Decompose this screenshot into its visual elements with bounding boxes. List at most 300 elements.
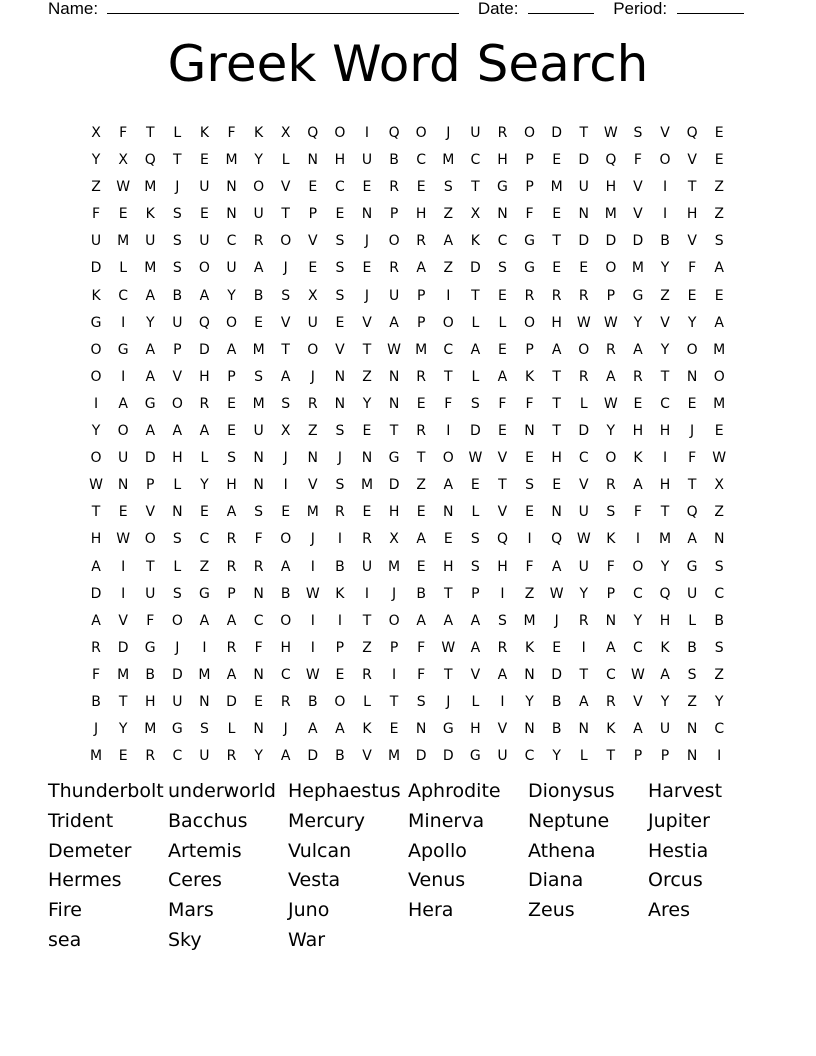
- grid-letter: K: [91, 287, 101, 304]
- grid-letter: B: [91, 693, 101, 710]
- grid-letter: T: [173, 152, 182, 169]
- period-blank: [677, 0, 744, 14]
- grid-row: [90, 449, 746, 476]
- grid-letter: K: [362, 721, 372, 738]
- grid-letter: Z: [687, 693, 697, 710]
- grid-row: [91, 124, 746, 151]
- grid-letter: A: [226, 666, 237, 683]
- grid-letter: L: [200, 450, 209, 467]
- grid-letter: A: [118, 395, 128, 412]
- grid-letter: A: [578, 693, 589, 710]
- grid-letter: N: [226, 206, 237, 223]
- grid-letter: T: [443, 666, 453, 683]
- grid-letter: E: [498, 423, 507, 440]
- grid-letter: R: [633, 368, 643, 385]
- grid-letter: N: [551, 504, 562, 521]
- grid-letter: C: [660, 395, 670, 412]
- word-item: Juno: [288, 899, 330, 922]
- grid-letter: O: [171, 395, 183, 412]
- grid-letter: J: [364, 287, 370, 304]
- word-item: Hestia: [648, 839, 709, 862]
- grid-letter: I: [121, 314, 126, 331]
- grid-letter: T: [471, 179, 480, 196]
- grid-letter: P: [227, 585, 236, 602]
- grid-letter: Y: [660, 693, 670, 710]
- grid-letter: H: [605, 179, 617, 196]
- grid-letter: O: [388, 233, 400, 250]
- grid-letter: J: [310, 531, 315, 548]
- grid-letter: X: [714, 477, 724, 494]
- grid-letter: E: [362, 423, 372, 440]
- grid-letter: G: [632, 287, 644, 304]
- date-field: [478, 0, 594, 19]
- grid-letter: O: [578, 341, 590, 358]
- grid-letter: J: [283, 450, 288, 467]
- grid-letter: I: [446, 423, 451, 440]
- grid-letter: D: [469, 260, 481, 277]
- grid-letter: I: [446, 287, 451, 304]
- grid-letter: E: [118, 206, 128, 223]
- grid-letter: C: [172, 748, 183, 765]
- grid-letter: M: [144, 260, 157, 277]
- grid-letter: R: [362, 531, 372, 548]
- grid-letter: A: [443, 233, 454, 250]
- grid-letter: J: [446, 125, 451, 141]
- grid-letter: M: [117, 233, 130, 250]
- grid-letter: Y: [660, 341, 670, 358]
- grid-letter: I: [581, 639, 586, 656]
- grid-letter: R: [145, 748, 156, 765]
- grid-letter: H: [470, 721, 481, 738]
- grid-letter: V: [308, 477, 318, 494]
- grid-letter: D: [415, 748, 427, 765]
- name-field: [48, 0, 459, 19]
- grid-letter: T: [281, 341, 290, 358]
- grid-letter: H: [199, 368, 210, 385]
- grid-letter: U: [172, 693, 183, 710]
- grid-letter: N: [524, 666, 535, 683]
- grid-letter: U: [578, 504, 589, 521]
- grid-letter: A: [714, 260, 724, 277]
- grid-letter: L: [471, 693, 480, 710]
- word-item: Vesta: [288, 869, 341, 892]
- grid-letter: Z: [714, 179, 724, 196]
- grid-letter: E: [335, 314, 345, 331]
- grid-letter: G: [442, 721, 454, 738]
- grid-letter: S: [335, 423, 345, 440]
- grid-letter: U: [686, 585, 698, 602]
- grid-letter: V: [687, 152, 697, 169]
- grid-letter: R: [226, 639, 237, 656]
- grid-row: [91, 503, 746, 530]
- letter-grid: [89, 124, 746, 774]
- grid-letter: O: [686, 341, 698, 358]
- grid-letter: Y: [254, 152, 263, 169]
- grid-letter: B: [172, 287, 183, 304]
- grid-letter: B: [389, 152, 399, 169]
- grid-letter: S: [254, 368, 264, 385]
- grid-letter: M: [631, 260, 644, 277]
- grid-letter: I: [310, 558, 315, 575]
- grid-letter: U: [497, 748, 508, 765]
- grid-letter: R: [253, 558, 264, 575]
- grid-letter: Y: [91, 423, 101, 440]
- grid-letter: X: [118, 152, 128, 169]
- grid-letter: R: [253, 233, 264, 250]
- grid-letter: N: [199, 693, 210, 710]
- grid-letter: N: [605, 612, 617, 629]
- grid-letter: M: [415, 341, 428, 358]
- grid-letter: A: [226, 341, 237, 358]
- grid-letter: M: [360, 477, 374, 494]
- word-item: Dionysus: [528, 780, 615, 802]
- word-row: [48, 868, 768, 898]
- grid-letter: N: [226, 179, 237, 196]
- grid-letter: F: [444, 395, 453, 412]
- grid-letter: O: [605, 260, 617, 277]
- grid-letter: I: [364, 125, 370, 141]
- grid-letter: U: [659, 721, 671, 738]
- grid-letter: H: [90, 531, 102, 548]
- grid-letter: E: [552, 639, 562, 656]
- grid-letter: R: [605, 341, 616, 358]
- grid-letter: V: [633, 206, 643, 223]
- word-row: [48, 839, 768, 869]
- grid-letter: T: [471, 287, 480, 304]
- grid-letter: A: [199, 612, 210, 629]
- grid-letter: M: [550, 179, 563, 196]
- grid-letter: M: [713, 341, 726, 358]
- grid-letter: D: [469, 423, 481, 440]
- grid-letter: D: [578, 423, 590, 440]
- grid-letter: B: [335, 558, 345, 575]
- grid-letter: R: [578, 287, 589, 304]
- grid-letter: H: [551, 450, 562, 467]
- grid-letter: J: [283, 721, 288, 738]
- grid-letter: F: [688, 260, 697, 277]
- grid-letter: U: [388, 287, 400, 304]
- grid-letter: Y: [633, 612, 643, 629]
- grid-letter: H: [632, 423, 644, 440]
- grid-letter: R: [226, 748, 237, 765]
- grid-letter: G: [90, 314, 102, 331]
- grid-letter: R: [335, 504, 345, 521]
- grid-letter: N: [415, 721, 427, 738]
- grid-letter: Y: [525, 693, 534, 710]
- grid-letter: N: [497, 206, 508, 223]
- grid-letter: N: [334, 395, 346, 412]
- grid-letter: K: [335, 585, 345, 602]
- word-item: Orcus: [648, 869, 703, 892]
- grid-row: [91, 287, 746, 314]
- grid-letter: A: [714, 314, 724, 331]
- grid-letter: S: [714, 639, 724, 656]
- grid-letter: G: [524, 260, 535, 277]
- grid-letter: I: [202, 639, 207, 656]
- grid-letter: Z: [199, 558, 210, 575]
- grid-letter: Y: [606, 423, 616, 440]
- grid-letter: E: [552, 477, 562, 494]
- grid-row: [91, 693, 746, 720]
- student-info-header: [48, 0, 744, 19]
- grid-letter: H: [686, 206, 698, 223]
- grid-row: [93, 720, 746, 747]
- grid-letter: V: [145, 504, 156, 521]
- grid-letter: F: [633, 504, 642, 521]
- grid-letter: T: [660, 504, 670, 521]
- grid-letter: I: [662, 179, 668, 196]
- grid-letter: M: [144, 179, 157, 196]
- grid-letter: Y: [552, 748, 561, 765]
- grid-letter: E: [498, 287, 507, 304]
- grid-letter: A: [633, 477, 643, 494]
- grid-letter: Y: [660, 260, 670, 277]
- grid-letter: X: [389, 531, 399, 548]
- grid-letter: F: [525, 558, 534, 575]
- grid-letter: R: [226, 558, 237, 575]
- grid-letter: O: [605, 450, 617, 467]
- grid-letter: Y: [660, 558, 670, 575]
- grid-letter: K: [633, 450, 643, 467]
- grid-letter: W: [603, 314, 618, 331]
- grid-letter: W: [116, 179, 131, 196]
- grid-letter: E: [470, 477, 480, 494]
- word-item: Mercury: [288, 809, 366, 832]
- grid-letter: C: [226, 233, 237, 250]
- grid-letter: E: [335, 666, 345, 683]
- grid-letter: O: [117, 423, 129, 440]
- grid-letter: W: [576, 531, 591, 548]
- grid-letter: J: [690, 423, 695, 440]
- grid-letter: E: [118, 748, 128, 765]
- grid-letter: M: [658, 531, 672, 548]
- grid-letter: B: [660, 233, 670, 250]
- grid-letter: E: [552, 260, 562, 277]
- grid-letter: C: [714, 585, 725, 602]
- grid-letter: A: [470, 341, 481, 358]
- grid-letter: H: [551, 314, 562, 331]
- grid-letter: A: [280, 748, 291, 765]
- grid-letter: M: [713, 395, 726, 412]
- grid-letter: S: [335, 287, 345, 304]
- grid-letter: P: [606, 287, 616, 304]
- grid-letter: P: [606, 585, 616, 602]
- grid-letter: E: [199, 152, 209, 169]
- grid-letter: Q: [496, 531, 508, 548]
- grid-letter: S: [443, 179, 453, 196]
- grid-letter: I: [717, 748, 722, 765]
- grid-letter: F: [688, 450, 697, 467]
- grid-letter: I: [527, 531, 532, 548]
- grid-letter: N: [578, 206, 589, 223]
- grid-letter: Y: [254, 748, 263, 765]
- word-item: Apollo: [408, 839, 467, 862]
- grid-letter: U: [470, 125, 481, 141]
- grid-letter: A: [443, 612, 454, 629]
- grid-letter: S: [172, 206, 182, 223]
- grid-letter: T: [118, 693, 128, 710]
- word-row: [48, 809, 768, 839]
- grid-letter: R: [199, 395, 210, 412]
- grid-letter: T: [389, 423, 399, 440]
- grid-letter: N: [307, 450, 319, 467]
- grid-letter: H: [415, 206, 427, 223]
- grid-letter: A: [606, 639, 616, 656]
- grid-letter: U: [253, 423, 264, 440]
- grid-letter: Z: [91, 179, 101, 196]
- grid-letter: E: [254, 314, 264, 331]
- word-item: Jupiter: [648, 809, 710, 832]
- grid-letter: E: [416, 504, 426, 521]
- grid-letter: L: [281, 152, 290, 169]
- grid-letter: A: [172, 423, 183, 440]
- grid-letter: M: [117, 666, 130, 683]
- grid-letter: Y: [200, 477, 209, 494]
- grid-letter: G: [117, 341, 129, 358]
- grid-letter: A: [226, 504, 237, 521]
- grid-letter: S: [416, 693, 426, 710]
- grid-letter: Y: [633, 314, 643, 331]
- grid-letter: H: [334, 152, 346, 169]
- grid-letter: N: [253, 666, 264, 683]
- grid-letter: J: [310, 368, 315, 385]
- name-blank: [107, 0, 459, 14]
- grid-letter: H: [226, 477, 237, 494]
- word-item: Harvest: [648, 780, 723, 802]
- grid-letter: E: [199, 206, 209, 223]
- grid-letter: G: [171, 721, 183, 738]
- grid-letter: L: [119, 260, 128, 277]
- grid-row: [91, 612, 746, 639]
- grid-letter: T: [362, 612, 372, 629]
- grid-letter: Y: [145, 314, 155, 331]
- grid-letter: D: [551, 125, 563, 141]
- grid-letter: T: [498, 477, 507, 494]
- grid-letter: A: [389, 314, 399, 331]
- grid-letter: F: [146, 612, 155, 629]
- grid-letter: N: [443, 504, 454, 521]
- grid-letter: I: [337, 531, 342, 548]
- grid-letter: E: [227, 423, 236, 440]
- grid-letter: H: [659, 477, 671, 494]
- grid-letter: S: [227, 450, 236, 467]
- word-item: Aphrodite: [408, 780, 501, 802]
- word-item: underworld: [168, 780, 276, 802]
- grid-letter: S: [714, 558, 724, 575]
- grid-letter: Z: [714, 504, 724, 521]
- grid-letter: N: [524, 423, 535, 440]
- grid-letter: U: [118, 450, 129, 467]
- grid-letter: P: [416, 314, 426, 331]
- grid-letter: A: [416, 531, 426, 548]
- word-item: Minerva: [408, 809, 485, 832]
- grid-letter: X: [470, 206, 481, 223]
- grid-letter: D: [605, 233, 617, 250]
- grid-letter: E: [281, 504, 291, 521]
- grid-letter: B: [253, 287, 264, 304]
- grid-letter: O: [90, 450, 102, 467]
- grid-row: [91, 639, 746, 666]
- grid-letter: P: [525, 179, 534, 196]
- grid-letter: W: [387, 341, 401, 358]
- grid-letter: P: [660, 748, 670, 765]
- grid-letter: R: [578, 368, 589, 385]
- grid-letter: A: [91, 612, 101, 629]
- grid-letter: G: [144, 639, 156, 656]
- word-item: Trident: [48, 809, 114, 832]
- grid-letter: A: [660, 666, 670, 683]
- grid-letter: I: [121, 585, 126, 602]
- grid-letter: J: [554, 612, 559, 629]
- grid-letter: G: [686, 558, 698, 575]
- grid-letter: V: [118, 612, 128, 629]
- grid-letter: L: [173, 125, 182, 141]
- grid-letter: V: [470, 666, 481, 683]
- period-label: Period:: [613, 0, 668, 18]
- grid-letter: E: [714, 287, 724, 304]
- grid-letter: C: [253, 612, 264, 629]
- grid-letter: Q: [307, 125, 319, 141]
- grid-letter: P: [633, 748, 643, 765]
- grid-letter: Z: [714, 206, 724, 223]
- grid-letter: B: [145, 666, 156, 683]
- grid-letter: P: [525, 341, 534, 358]
- grid-letter: F: [417, 666, 426, 683]
- grid-letter: I: [93, 395, 99, 412]
- grid-letter: L: [498, 314, 507, 331]
- grid-letter: C: [578, 450, 589, 467]
- grid-letter: M: [388, 558, 401, 575]
- grid-row: [93, 395, 746, 422]
- grid-letter: D: [578, 152, 590, 169]
- grid-letter: O: [442, 314, 454, 331]
- grid-letter: E: [579, 260, 589, 277]
- grid-letter: U: [199, 179, 210, 196]
- grid-letter: B: [335, 748, 345, 765]
- grid-letter: F: [254, 639, 263, 656]
- grid-letter: W: [631, 666, 645, 683]
- grid-letter: V: [687, 233, 697, 250]
- grid-letter: S: [281, 395, 291, 412]
- grid-letter: Y: [91, 152, 101, 169]
- grid-letter: O: [524, 125, 536, 141]
- grid-letter: K: [606, 531, 616, 548]
- grid-letter: B: [687, 639, 697, 656]
- grid-letter: G: [469, 748, 481, 765]
- grid-letter: A: [253, 260, 264, 277]
- grid-letter: R: [280, 693, 291, 710]
- grid-letter: T: [281, 206, 290, 223]
- grid-letter: N: [172, 504, 183, 521]
- grid-letter: H: [144, 693, 156, 710]
- grid-letter: R: [362, 666, 372, 683]
- grid-letter: Z: [362, 368, 372, 385]
- grid-letter: R: [416, 233, 427, 250]
- grid-letter: E: [416, 179, 426, 196]
- grid-letter: W: [305, 585, 320, 602]
- grid-letter: Q: [686, 125, 698, 141]
- grid-letter: E: [227, 395, 236, 412]
- word-item: Neptune: [528, 809, 610, 832]
- grid-letter: P: [146, 477, 155, 494]
- word-item: Artemis: [168, 839, 242, 862]
- word-item: Hermes: [48, 869, 122, 892]
- grid-letter: S: [172, 260, 182, 277]
- grid-letter: Q: [388, 125, 400, 141]
- grid-letter: M: [604, 206, 617, 223]
- grid-letter: A: [551, 558, 562, 575]
- grid-letter: V: [497, 721, 508, 738]
